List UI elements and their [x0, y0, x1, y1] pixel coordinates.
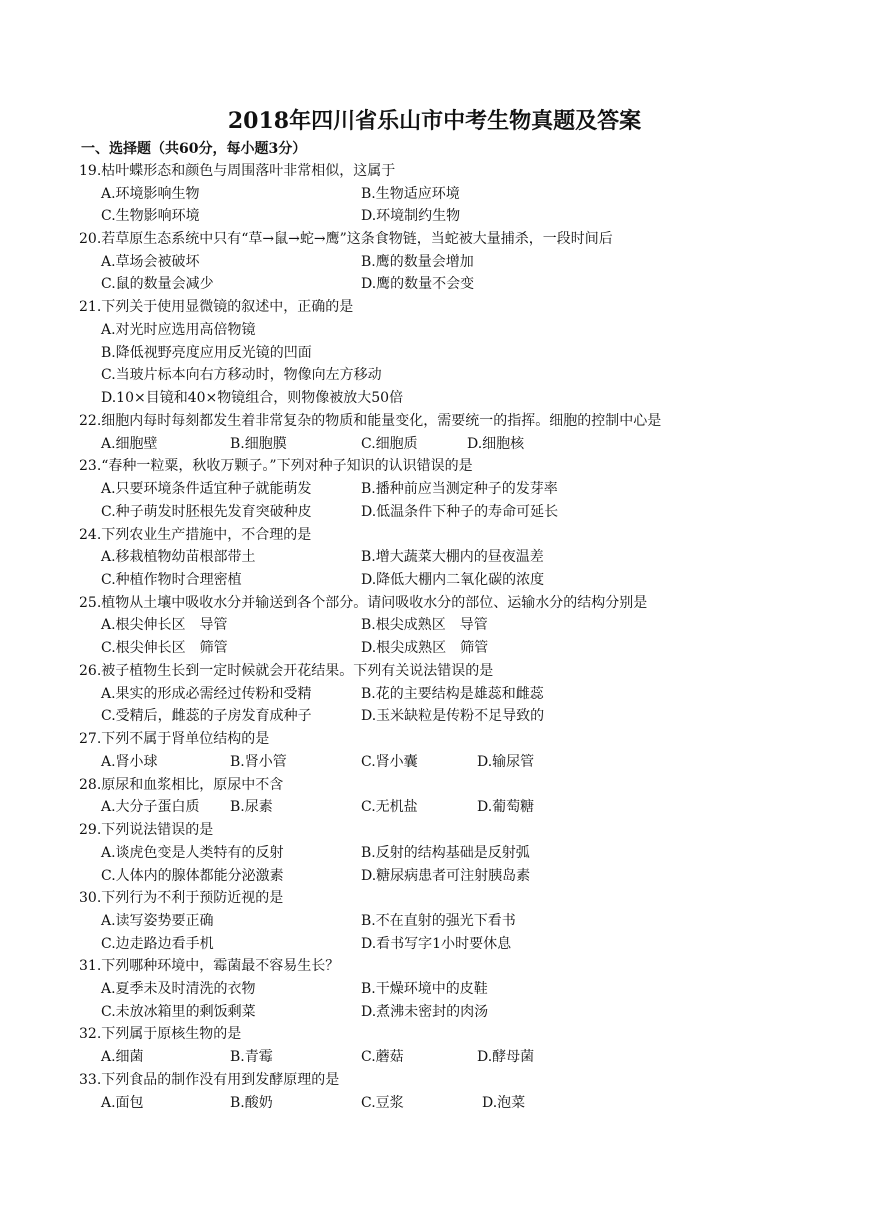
answer-option: A.读写姿势要正确 — [101, 913, 214, 929]
answer-option: B.增大蔬菜大棚内的昼夜温差 — [361, 549, 544, 565]
question-stem: 28.原尿和血浆相比，原尿中不含 — [79, 777, 284, 793]
answer-option: D.糖尿病患者可注射胰岛素 — [361, 868, 531, 884]
answer-option: A.环境影响生物 — [101, 186, 200, 202]
answer-option: A.移栽植物幼苗根部带土 — [101, 549, 256, 565]
answer-option: A.面包 — [101, 1095, 144, 1111]
question-stem: 30.下列行为不利于预防近视的是 — [79, 890, 284, 906]
answer-option: A.夏季未及时清洗的衣物 — [101, 981, 256, 997]
answer-option: B.细胞膜 — [230, 436, 287, 452]
answer-option: D.环境制约生物 — [361, 208, 461, 224]
answer-option: B.鹰的数量会增加 — [361, 254, 474, 270]
section-heading: 一、选择题（共60分，每小题3分） — [81, 141, 307, 157]
answer-option: C.人体内的腺体都能分泌激素 — [101, 868, 284, 884]
answer-option: D.低温条件下种子的寿命可延长 — [361, 504, 559, 520]
answer-option: D.葡萄糖 — [477, 799, 535, 815]
page-title: 2018年四川省乐山市中考生物真题及答案 — [227, 108, 642, 134]
question-stem: 27.下列不属于肾单位结构的是 — [79, 731, 270, 747]
question-stem: 26.被子植物生长到一定时候就会开花结果。下列有关说法错误的是 — [79, 663, 494, 679]
answer-option: D.鹰的数量不会变 — [361, 276, 475, 292]
answer-option: B.生物适应环境 — [361, 186, 460, 202]
answer-option: D.10×目镜和40×物镜组合，则物像被放大50倍 — [101, 390, 404, 406]
answer-option: A.肾小球 — [101, 754, 158, 770]
answer-option: B.肾小管 — [230, 754, 287, 770]
answer-option: C.蘑菇 — [361, 1049, 404, 1065]
question-stem: 21.下列关于使用显微镜的叙述中，正确的是 — [79, 299, 354, 315]
question-stem: 32.下列属于原核生物的是 — [79, 1026, 242, 1042]
answer-option: B.酸奶 — [230, 1095, 273, 1111]
answer-option: C.种植作物时合理密植 — [101, 572, 242, 588]
answer-option: B.播种前应当测定种子的发芽率 — [361, 481, 558, 497]
answer-option: D.泡菜 — [482, 1095, 526, 1111]
answer-option: C.肾小囊 — [361, 754, 418, 770]
answer-option: C.受精后，雌蕊的子房发育成种子 — [101, 708, 312, 724]
question-stem: 25.植物从土壤中吸收水分并输送到各个部分。请问吸收水分的部位、运输水分的结构分别是 — [79, 595, 648, 611]
answer-option: D.看书写字1小时要休息 — [361, 936, 512, 952]
question-stem: 31.下列哪种环境中，霉菌最不容易生长？ — [79, 958, 340, 974]
answer-option: D.煮沸未密封的肉汤 — [361, 1004, 489, 1020]
answer-option: B.青霉 — [230, 1049, 273, 1065]
answer-option: A.果实的形成必需经过传粉和受精 — [101, 686, 312, 702]
answer-option: C.根尖伸长区 筛管 — [101, 640, 228, 656]
answer-option: A.对光时应选用高倍物镜 — [101, 322, 256, 338]
answer-option: C.当玻片标本向右方移动时，物像向左方移动 — [101, 367, 382, 383]
answer-option: B.干燥环境中的皮鞋 — [361, 981, 488, 997]
answer-option: A.谈虎色变是人类特有的反射 — [101, 845, 284, 861]
question-stem: 33.下列食品的制作没有用到发酵原理的是 — [79, 1072, 340, 1088]
question-stem: 23.“春种一粒粟，秋收万颗子。”下列对种子知识的认识错误的是 — [79, 458, 473, 474]
answer-option: C.种子萌发时胚根先发育突破种皮 — [101, 504, 312, 520]
answer-option: C.豆浆 — [361, 1095, 404, 1111]
answer-option: D.酵母菌 — [477, 1049, 535, 1065]
answer-option: A.根尖伸长区 导管 — [101, 617, 228, 633]
answer-option: D.玉米缺粒是传粉不足导致的 — [361, 708, 545, 724]
question-stem: 22.细胞内每时每刻都发生着非常复杂的物质和能量变化，需要统一的指挥。细胞的控制中心是 — [79, 413, 662, 429]
answer-option: B.不在直射的强光下看书 — [361, 913, 516, 929]
answer-option: D.细胞核 — [467, 436, 525, 452]
answer-option: C.未放冰箱里的剩饭剩菜 — [101, 1004, 256, 1020]
answer-option: B.尿素 — [230, 799, 273, 815]
answer-option: A.细胞壁 — [101, 436, 158, 452]
answer-option: B.花的主要结构是雄蕊和雌蕊 — [361, 686, 544, 702]
answer-option: D.根尖成熟区 筛管 — [361, 640, 489, 656]
answer-option: B.反射的结构基础是反射弧 — [361, 845, 530, 861]
answer-option: A.大分子蛋白质 — [101, 799, 200, 815]
question-stem: 29.下列说法错误的是 — [79, 822, 214, 838]
question-stem: 19.枯叶蝶形态和颜色与周围落叶非常相似，这属于 — [79, 163, 396, 179]
answer-option: C.细胞质 — [361, 436, 418, 452]
answer-option: C.生物影响环境 — [101, 208, 200, 224]
answer-option: B.根尖成熟区 导管 — [361, 617, 488, 633]
answer-option: A.草场会被破坏 — [101, 254, 200, 270]
answer-option: B.降低视野亮度应用反光镜的凹面 — [101, 345, 312, 361]
answer-option: D.输尿管 — [477, 754, 535, 770]
answer-option: C.无机盐 — [361, 799, 418, 815]
question-stem: 20.若草原生态系统中只有“草→鼠→蛇→鹰”这条食物链，当蛇被大量捕杀，一段时间后 — [79, 231, 613, 247]
answer-option: C.鼠的数量会减少 — [101, 276, 214, 292]
answer-option: C.边走路边看手机 — [101, 936, 214, 952]
question-stem: 24.下列农业生产措施中，不合理的是 — [79, 527, 312, 543]
answer-option: D.降低大棚内二氧化碳的浓度 — [361, 572, 545, 588]
answer-option: A.细菌 — [101, 1049, 144, 1065]
answer-option: A.只要环境条件适宜种子就能萌发 — [101, 481, 312, 497]
